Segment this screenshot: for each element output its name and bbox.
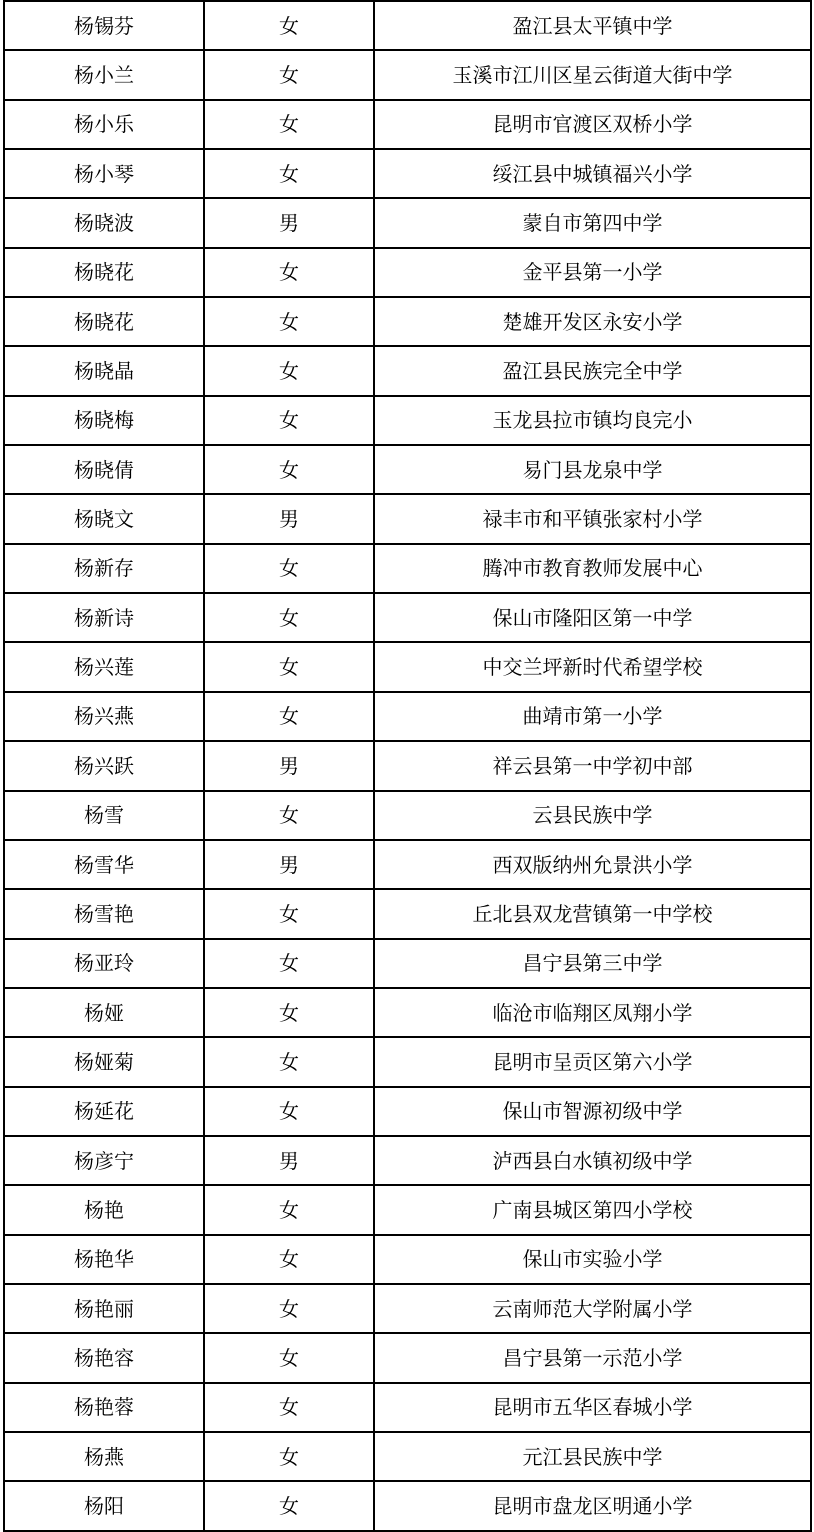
gender-cell: 男 (204, 741, 374, 790)
school-cell: 西双版纳州允景洪小学 (374, 840, 811, 889)
table-row (4, 642, 811, 691)
name-cell: 杨雪艳 (4, 889, 204, 938)
school-cell: 绥江县中城镇福兴小学 (374, 149, 811, 198)
gender-cell: 女 (204, 50, 374, 99)
table-row (4, 593, 811, 642)
school-cell: 中交兰坪新时代希望学校 (374, 642, 811, 691)
school-cell: 昌宁县第三中学 (374, 939, 811, 988)
gender-cell: 女 (204, 1087, 374, 1136)
school-cell: 祥云县第一中学初中部 (374, 741, 811, 790)
school-cell: 楚雄开发区永安小学 (374, 297, 811, 346)
gender-cell: 女 (204, 593, 374, 642)
table-row (4, 100, 811, 149)
school-cell: 昌宁县第一示范小学 (374, 1333, 811, 1382)
name-cell: 杨晓文 (4, 494, 204, 543)
name-cell: 杨兴跃 (4, 741, 204, 790)
gender-cell: 女 (204, 1235, 374, 1284)
gender-cell: 女 (204, 642, 374, 691)
school-cell: 昆明市官渡区双桥小学 (374, 100, 811, 149)
gender-cell: 女 (204, 149, 374, 198)
school-cell: 临沧市临翔区凤翔小学 (374, 988, 811, 1037)
table-row (4, 692, 811, 741)
gender-cell: 男 (204, 840, 374, 889)
table-row (4, 889, 811, 938)
name-cell: 杨亚玲 (4, 939, 204, 988)
table-row (4, 1481, 811, 1531)
gender-cell: 女 (204, 396, 374, 445)
roster-table-body (4, 1, 811, 1531)
gender-cell: 女 (204, 988, 374, 1037)
school-cell: 丘北县双龙营镇第一中学校 (374, 889, 811, 938)
school-cell: 蒙自市第四中学 (374, 198, 811, 247)
table-row (4, 248, 811, 297)
gender-cell: 女 (204, 297, 374, 346)
table-row (4, 1, 811, 50)
school-cell: 泸西县白水镇初级中学 (374, 1136, 811, 1185)
name-cell: 杨晓波 (4, 198, 204, 247)
gender-cell: 女 (204, 346, 374, 395)
gender-cell: 女 (204, 791, 374, 840)
school-cell: 金平县第一小学 (374, 248, 811, 297)
gender-cell: 女 (204, 1, 374, 50)
name-cell: 杨小兰 (4, 50, 204, 99)
name-cell: 杨晓花 (4, 297, 204, 346)
gender-cell: 男 (204, 198, 374, 247)
table-row (4, 840, 811, 889)
table-row (4, 198, 811, 247)
name-cell: 杨新存 (4, 544, 204, 593)
name-cell: 杨小乐 (4, 100, 204, 149)
name-cell: 杨兴莲 (4, 642, 204, 691)
school-cell: 玉龙县拉市镇均良完小 (374, 396, 811, 445)
gender-cell: 女 (204, 1284, 374, 1333)
table-row (4, 1432, 811, 1481)
name-cell: 杨娅菊 (4, 1037, 204, 1086)
school-cell: 昆明市盘龙区明通小学 (374, 1481, 811, 1531)
name-cell: 杨艳 (4, 1185, 204, 1234)
gender-cell: 女 (204, 1037, 374, 1086)
table-row (4, 544, 811, 593)
table-row (4, 791, 811, 840)
roster-table (3, 0, 812, 1532)
school-cell: 广南县城区第四小学校 (374, 1185, 811, 1234)
table-row (4, 1185, 811, 1234)
gender-cell: 女 (204, 692, 374, 741)
name-cell: 杨雪华 (4, 840, 204, 889)
school-cell: 云县民族中学 (374, 791, 811, 840)
table-row (4, 494, 811, 543)
name-cell: 杨燕 (4, 1432, 204, 1481)
table-row (4, 149, 811, 198)
gender-cell: 女 (204, 1383, 374, 1432)
name-cell: 杨艳丽 (4, 1284, 204, 1333)
gender-cell: 女 (204, 100, 374, 149)
table-row (4, 1383, 811, 1432)
name-cell: 杨小琴 (4, 149, 204, 198)
school-cell: 盈江县民族完全中学 (374, 346, 811, 395)
name-cell: 杨晓晶 (4, 346, 204, 395)
name-cell: 杨艳蓉 (4, 1383, 204, 1432)
gender-cell: 女 (204, 544, 374, 593)
table-row (4, 1333, 811, 1382)
table-row (4, 346, 811, 395)
gender-cell: 男 (204, 494, 374, 543)
name-cell: 杨阳 (4, 1481, 204, 1531)
school-cell: 保山市隆阳区第一中学 (374, 593, 811, 642)
table-row (4, 445, 811, 494)
table-row (4, 1136, 811, 1185)
name-cell: 杨彦宁 (4, 1136, 204, 1185)
school-cell: 云南师范大学附属小学 (374, 1284, 811, 1333)
school-cell: 保山市智源初级中学 (374, 1087, 811, 1136)
table-row (4, 1087, 811, 1136)
school-cell: 昆明市呈贡区第六小学 (374, 1037, 811, 1086)
name-cell: 杨娅 (4, 988, 204, 1037)
table-row (4, 396, 811, 445)
name-cell: 杨锡芬 (4, 1, 204, 50)
table-row (4, 50, 811, 99)
name-cell: 杨艳华 (4, 1235, 204, 1284)
school-cell: 昆明市五华区春城小学 (374, 1383, 811, 1432)
table-row (4, 1235, 811, 1284)
gender-cell: 女 (204, 1333, 374, 1382)
name-cell: 杨延花 (4, 1087, 204, 1136)
school-cell: 保山市实验小学 (374, 1235, 811, 1284)
school-cell: 腾冲市教育教师发展中心 (374, 544, 811, 593)
table-row (4, 1284, 811, 1333)
gender-cell: 女 (204, 1432, 374, 1481)
name-cell: 杨艳容 (4, 1333, 204, 1382)
gender-cell: 女 (204, 248, 374, 297)
name-cell: 杨兴燕 (4, 692, 204, 741)
school-cell: 元江县民族中学 (374, 1432, 811, 1481)
table-row (4, 741, 811, 790)
name-cell: 杨晓花 (4, 248, 204, 297)
gender-cell: 女 (204, 889, 374, 938)
gender-cell: 女 (204, 445, 374, 494)
table-row (4, 988, 811, 1037)
gender-cell: 女 (204, 1185, 374, 1234)
school-cell: 易门县龙泉中学 (374, 445, 811, 494)
name-cell: 杨晓梅 (4, 396, 204, 445)
school-cell: 曲靖市第一小学 (374, 692, 811, 741)
school-cell: 玉溪市江川区星云街道大街中学 (374, 50, 811, 99)
name-cell: 杨晓倩 (4, 445, 204, 494)
school-cell: 禄丰市和平镇张家村小学 (374, 494, 811, 543)
table-row (4, 297, 811, 346)
table-row (4, 1037, 811, 1086)
school-cell: 盈江县太平镇中学 (374, 1, 811, 50)
name-cell: 杨雪 (4, 791, 204, 840)
name-cell: 杨新诗 (4, 593, 204, 642)
table-row (4, 939, 811, 988)
gender-cell: 女 (204, 1481, 374, 1531)
gender-cell: 男 (204, 1136, 374, 1185)
gender-cell: 女 (204, 939, 374, 988)
